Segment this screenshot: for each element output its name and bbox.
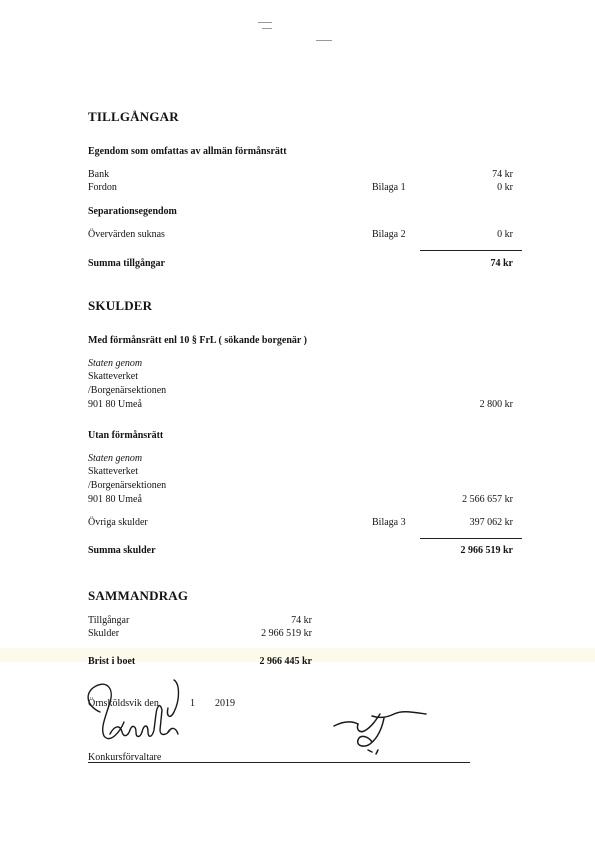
date-year: 2019 (215, 698, 235, 709)
creditor2-value: 2 566 657 kr (462, 494, 513, 505)
vehicle-value: 0 kr (497, 182, 513, 193)
bank-value: 74 kr (492, 169, 513, 180)
priority-debts-label: Med förmånsrätt enl 10 § FrL ( sökande borgenär ) (88, 335, 307, 346)
general-priority-label: Egendom som omfattas av allmän förmånsrätt (88, 146, 287, 157)
surplus-value: 0 kr (497, 229, 513, 240)
assets-total-label: Summa tillgångar (88, 258, 165, 269)
summary-assets-label: Tillgångar (88, 615, 130, 626)
debts-total-value: 2 966 519 kr (460, 545, 513, 556)
other-debts-value: 397 062 kr (469, 517, 513, 528)
summary-debts-label: Skulder (88, 628, 120, 639)
creditor1-department: /Borgenärsektionen (88, 385, 167, 396)
deficit-label: Brist i boet (88, 656, 136, 667)
other-debts-label: Övriga skulder (88, 517, 148, 528)
surplus-label: Övervärden suknas (88, 229, 165, 240)
debts-total-label: Summa skulder (88, 545, 156, 556)
summary-debts-value: 2 966 519 kr (261, 628, 312, 639)
creditor2-via: Staten genom (88, 453, 143, 464)
scan-speck (262, 28, 272, 29)
deficit-value: 2 966 445 kr (259, 656, 312, 667)
place-date-text: Örnsköldsvik den (88, 698, 159, 709)
creditor2-department: /Borgenärsektionen (88, 480, 167, 491)
assets-total-value: 74 kr (490, 258, 513, 269)
date-day: 1 (190, 698, 195, 709)
creditor1-via: Staten genom (88, 358, 143, 369)
creditor1-value: 2 800 kr (479, 399, 513, 410)
separate-property-label: Separationsegendom (88, 206, 177, 217)
scan-speck (258, 22, 272, 23)
summary-heading: SAMMANDRAG (88, 588, 189, 603)
vehicle-label: Fordon (88, 182, 117, 193)
right-signature (328, 700, 438, 760)
other-debts-attachment-ref: Bilaga 3 (372, 517, 406, 528)
vehicle-attachment-ref: Bilaga 1 (372, 182, 406, 193)
trustee-role: Konkursförvaltare (88, 752, 162, 763)
assets-total-rule (420, 250, 522, 251)
scan-speck (316, 40, 332, 41)
non-priority-label: Utan förmånsrätt (88, 430, 164, 441)
debts-heading: SKULDER (88, 298, 153, 313)
creditor1-name: Skatteverket (88, 371, 138, 382)
assets-heading: TILLGÅNGAR (88, 109, 179, 124)
creditor1-city: 901 80 Umeå (88, 399, 142, 410)
bank-label: Bank (88, 169, 110, 180)
debts-total-rule (420, 538, 522, 539)
creditor2-city: 901 80 Umeå (88, 494, 142, 505)
summary-assets-value: 74 kr (291, 615, 312, 626)
surplus-attachment-ref: Bilaga 2 (372, 229, 406, 240)
left-signature (80, 672, 190, 762)
creditor2-name: Skatteverket (88, 466, 138, 477)
